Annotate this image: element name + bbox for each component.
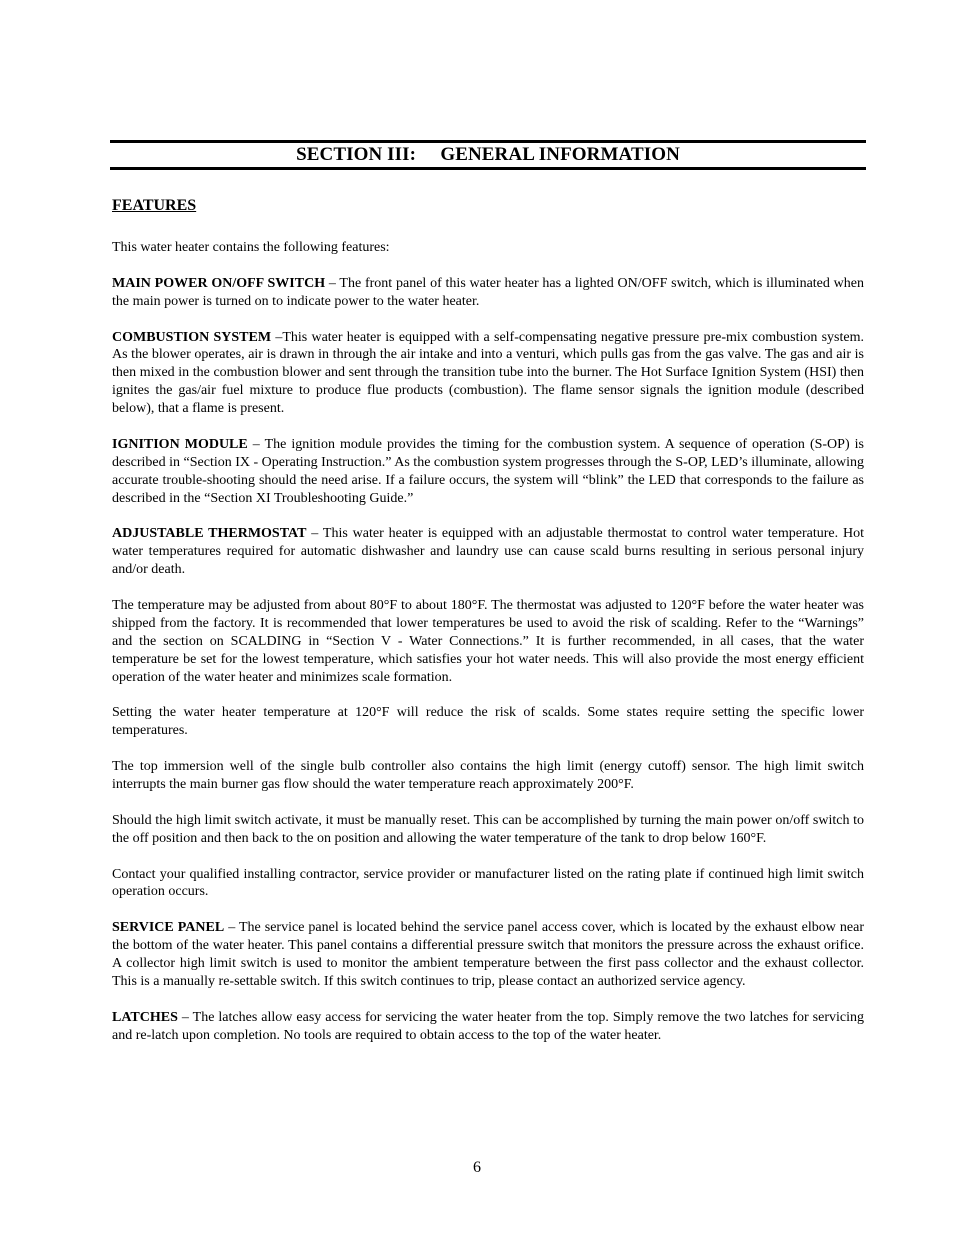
- ignition-text: – The ignition module provides the timing for the combustion system. A sequence of operation (S-OP) is described in “Section IX - Operating Instruction.” As the combustion system progresses through the S-OP, LED’s illuminate, allowing accurate trouble-shooting should the need arise. If a failure occurs, the system will “blink” the LED that corresponds to the failure as described in the “Section XI Troubleshooting Guide.”: [112, 436, 864, 506]
- latches-lead: LATCHES: [112, 1009, 178, 1025]
- section-header: [110, 140, 866, 170]
- main-power-lead: MAIN POWER ON/OFF SWITCH: [112, 275, 326, 291]
- high-limit-reset-paragraph: Should the high limit switch activate, it must be manually reset. This can be accomplished by turning the main power on/off switch to the off position and then back to the on position and allowing the water temperature of the tank to drop below 160°F.: [112, 812, 864, 846]
- service-panel-lead: SERVICE PANEL: [112, 920, 225, 936]
- service-panel-paragraph: [112, 919, 864, 991]
- features-heading: FEATURES: [112, 197, 197, 214]
- combustion-paragraph: [112, 329, 864, 419]
- thermostat-lead: ADJUSTABLE THERMOSTAT: [112, 526, 307, 542]
- combustion-lead: COMBUSTION SYSTEM: [112, 329, 272, 345]
- thermostat-text: – This water heater is equipped with an adjustable thermostat to control water temperature. Hot water temperatures required for automatic dishwasher and laundry use can cause scald burns resulting in serious personal injury and/or death.: [112, 526, 864, 578]
- setting-paragraph: Setting the water heater temperature at 120°F will reduce the risk of scalds. Some states require setting the specific lower temperatures.: [112, 705, 864, 739]
- features-content: [112, 239, 864, 1063]
- contact-paragraph: Contact your qualified installing contractor, service provider or manufacturer listed on the rating plate if continued high limit switch operation occurs.: [112, 866, 864, 900]
- combustion-text: –This water heater is equipped with a self-compensating negative pressure pre-mix combustion system. As the blower operates, air is drawn in through the air intake and into a venturi, which pulls gas from the gas valve. The gas and air is then mixed in the combustion blower and sent through the transition tube into the burner. The Hot Surface Ignition System (HSI) then ignites the gas/air fuel mixture to produce flue products (combustion). The flame sensor signals the ignition module (described below), that a flame is present.: [112, 329, 864, 417]
- ignition-paragraph: [112, 436, 864, 508]
- temperature-range-paragraph: The temperature may be adjusted from about 80°F to about 180°F. The thermostat was adjusted to 120°F before the water heater was shipped from the factory. It is recommended that lower temperatures be used to avoid the risk of scalding. Refer to the “Warnings” and the section on SCALDING in “Section V - Water Connections.” It is further recommended, in all cases, that the water temperature be set for the lowest temperature, which satisfies your hot water needs. This will also provide the most energy efficient operation of the water heater and minimizes scale formation.: [112, 598, 864, 685]
- thermostat-paragraph: [112, 525, 864, 579]
- section-title: SECTION III: GENERAL INFORMATION: [296, 144, 680, 165]
- main-power-paragraph: [112, 275, 864, 311]
- page-number: 6: [473, 1159, 481, 1176]
- latches-text: – The latches allow easy access for servicing the water heater from the top. Simply remove the two latches for servicing and re-latch upon completion. No tools are required to obtain access to the top of the water heater.: [112, 1009, 864, 1043]
- service-panel-text: – The service panel is located behind the service panel access cover, which is located by the exhaust elbow near the bottom of the water heater. This panel contains a differential pressure switch that monitors the pressure across the exhaust orifice. A collector high limit switch is used to monitor the ambient temperature between the first pass collector and the exhaust collector. This is a manually re-settable switch. If this switch continues to trip, please contact an authorized service agency.: [112, 920, 864, 989]
- immersion-well-paragraph: The top immersion well of the single bulb controller also contains the high limit (energy cutoff) sensor. The high limit switch interrupts the main burner gas flow should the water temperature reach approximately 200°F.: [112, 759, 864, 793]
- features-intro: This water heater contains the following features:: [112, 240, 390, 255]
- ignition-lead: IGNITION MODULE: [112, 436, 248, 452]
- main-power-text: – The front panel of this water heater has a lighted ON/OFF switch, which is illuminated when the main power is turned on to indicate power to the water heater.: [112, 275, 864, 309]
- latches-paragraph: [112, 1009, 864, 1045]
